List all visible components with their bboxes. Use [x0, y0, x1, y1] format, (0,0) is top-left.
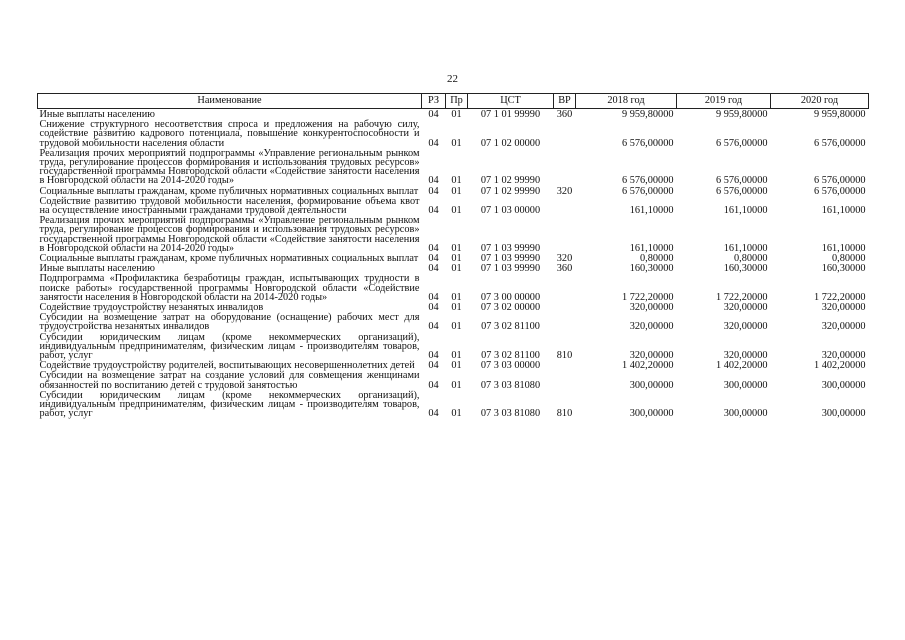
table-row: [38, 197, 869, 216]
header-2019: 2019 год: [677, 94, 771, 109]
row-rz: 04: [428, 302, 439, 314]
row-name: Иные выплаты населению: [39, 109, 156, 120]
row-cst: 07 3 03 81080: [480, 408, 541, 420]
row-amount-2020: 320,00000: [821, 302, 866, 314]
row-vr: [554, 361, 576, 371]
row-amount-2018: 161,10000: [629, 242, 674, 254]
row-cst: 07 3 02 81100: [481, 321, 540, 333]
row-cst: 07 3 03 00000: [480, 360, 541, 372]
row-amount-2019: 9 959,80000: [716, 109, 768, 120]
row-amount-2020: 161,10000: [821, 242, 866, 254]
row-rz: 04: [428, 360, 439, 372]
row-amount-2020: 6 576,00000: [814, 137, 866, 149]
row-cst: 07 3 03 81080: [480, 379, 541, 391]
header-vr: ВР: [554, 94, 576, 109]
row-amount-2018: 9 959,80000: [622, 109, 674, 120]
row-amount-2018: 300,00000: [629, 408, 674, 420]
row-amount-2019: 160,30000: [723, 263, 768, 275]
row-vr: [554, 197, 576, 216]
row-vr: 320: [556, 253, 573, 265]
row-pr: 01: [451, 350, 462, 362]
row-pr: 01: [451, 109, 462, 120]
row-amount-2020: 1 722,20000: [814, 291, 866, 303]
table-header-row: [38, 94, 869, 109]
row-pr: 01: [451, 205, 462, 217]
row-cst: 07 1 03 99990: [480, 253, 541, 265]
row-vr: 810: [556, 350, 573, 362]
row-rz: 04: [428, 379, 439, 391]
row-amount-2018: 160,30000: [629, 263, 674, 275]
row-amount-2019: 320,00000: [723, 302, 768, 314]
row-cst: 07 1 02 99990: [480, 175, 541, 187]
row-cst: 07 3 02 00000: [480, 302, 541, 314]
row-amount-2020: 161,10000: [821, 205, 866, 217]
row-rz: 04: [428, 185, 439, 197]
row-amount-2019: 6 576,00000: [716, 175, 768, 187]
row-amount-2019: 1 722,20000: [716, 291, 768, 303]
row-pr: 01: [451, 242, 462, 254]
row-vr: [554, 313, 576, 332]
row-vr: [554, 216, 576, 254]
header-2020: 2020 год: [771, 94, 869, 109]
budget-table: [37, 93, 869, 420]
row-cst: 07 1 02 00000: [480, 137, 541, 149]
row-vr: 360: [556, 263, 573, 275]
row-amount-2020: 6 576,00000: [814, 185, 866, 197]
row-name: Социальные выплаты гражданам, кроме публичных нормативных социальных выплат: [39, 253, 419, 265]
row-cst: 07 1 03 99990: [480, 242, 541, 254]
row-amount-2019: 1 402,20000: [716, 360, 768, 372]
row-vr: [554, 371, 576, 390]
row-amount-2018: 300,00000: [629, 379, 674, 391]
row-rz: 04: [428, 175, 439, 187]
row-cst: 07 1 03 99990: [480, 263, 541, 275]
table-row: [38, 149, 869, 187]
row-vr: 810: [556, 408, 573, 420]
header-rz: РЗ: [422, 94, 446, 109]
row-rz: 04: [428, 205, 439, 217]
row-name: Содействие развитию трудовой мобильности населения, формирование объема квот на осуществление иностранными гражданами трудовой деятельности: [39, 195, 420, 217]
row-pr: 01: [451, 360, 462, 372]
table-row: [38, 216, 869, 254]
row-rz: 04: [428, 350, 439, 362]
row-amount-2018: 1 402,20000: [622, 360, 674, 372]
row-pr: 01: [451, 175, 462, 187]
row-amount-2020: 320,00000: [821, 321, 866, 333]
page-number: 22: [447, 73, 458, 85]
row-amount-2018: 161,10000: [629, 205, 674, 217]
row-vr: [554, 274, 576, 303]
row-rz: 04: [428, 253, 439, 265]
row-vr: 360: [556, 109, 573, 120]
row-rz: 04: [428, 408, 439, 420]
row-amount-2019: 161,10000: [723, 242, 768, 254]
row-amount-2020: 6 576,00000: [814, 175, 866, 187]
header-cst: ЦСТ: [468, 94, 554, 109]
row-amount-2018: 6 576,00000: [622, 185, 674, 197]
table-row: [38, 371, 869, 390]
row-pr: 01: [451, 253, 462, 265]
row-amount-2019: 161,10000: [723, 205, 768, 217]
row-name: Иные выплаты населению: [39, 263, 156, 275]
row-name: Субсидии юридическим лицам (кроме некоммерческих организаций), индивидуальным предпринимателям, физическим лицам - производителям товаров, работ, услуг: [39, 389, 420, 420]
row-name: Содействие трудоустройству незанятых инвалидов: [39, 302, 264, 314]
table-row: [38, 333, 869, 362]
header-name: Наименование: [38, 94, 422, 109]
row-pr: 01: [451, 321, 462, 333]
row-name: Снижение структурного несоответствия спроса и предложения на рабочую силу, содействие развитию кадрового потенциала, повышение конкурентоспособности и трудовой мобильности населения области: [39, 119, 420, 149]
row-pr: 01: [451, 379, 462, 391]
row-amount-2019: 300,00000: [723, 379, 768, 391]
row-name: Субсидии юридическим лицам (кроме некоммерческих организаций), индивидуальным предпринимателям, физическим лицам - производителям товаров, работ, услуг: [39, 331, 420, 362]
row-amount-2019: 0,80000: [734, 253, 768, 265]
row-name: Субсидии на возмещение затрат на создание условий для совмещения женщинами обязанностей по воспитанию детей с трудовой занятостью: [39, 370, 420, 391]
row-amount-2020: 300,00000: [821, 408, 866, 420]
row-rz: 04: [428, 291, 439, 303]
row-amount-2018: 6 576,00000: [622, 175, 674, 187]
row-name: Реализация прочих мероприятий подпрограммы «Управление региональным рынком труда, регулирование процессов формирования и использования трудовых ресурсов» государственной программы Новгородской области «Содействие занятости населения в Новгородской области на 2014-2020 годы»: [39, 215, 420, 254]
row-amount-2018: 320,00000: [629, 321, 674, 333]
row-cst: 07 1 03 00000: [480, 205, 541, 217]
row-amount-2019: 320,00000: [723, 350, 768, 362]
row-rz: 04: [428, 137, 439, 149]
row-name: Реализация прочих мероприятий подпрограммы «Управление региональным рынком труда, регулирование процессов формирования и использования трудовых ресурсов» государственной программы Новгородской области «Содействие занятости населения в Новгородской области на 2014-2020 годы»: [39, 147, 420, 187]
row-rz: 04: [428, 242, 439, 254]
table-row: [38, 274, 869, 303]
row-amount-2020: 9 959,80000: [814, 109, 866, 120]
row-amount-2019: 300,00000: [723, 408, 768, 420]
row-amount-2018: 1 722,20000: [622, 291, 674, 303]
row-amount-2019: 6 576,00000: [716, 185, 768, 197]
row-name: Содействие трудоустройству родителей, воспитывающих несовершеннолетних детей: [39, 360, 415, 372]
row-amount-2019: 320,00000: [723, 321, 768, 333]
row-cst: 07 1 01 99990: [480, 109, 541, 120]
row-name: Подпрограмма «Профилактика безработицы граждан, испытывающих трудности в поиске работы» государственной программы Новгородской области «Содействие занятости населения в Новгородской области на 2014-2020 годы»: [39, 273, 420, 303]
row-amount-2018: 0,80000: [640, 253, 674, 265]
row-amount-2020: 1 402,20000: [814, 360, 866, 372]
row-vr: [554, 120, 576, 149]
row-amount-2020: 320,00000: [821, 350, 866, 362]
row-name: Субсидии на возмещение затрат на оборудование (оснащение) рабочих мест для трудоустройства незанятых инвалидов: [39, 312, 420, 333]
row-rz: 04: [428, 263, 439, 275]
row-amount-2018: 6 576,00000: [622, 137, 674, 149]
row-amount-2020: 160,30000: [821, 263, 866, 275]
row-pr: 01: [451, 302, 462, 314]
row-amount-2018: 320,00000: [629, 350, 674, 362]
row-amount-2020: 0,80000: [832, 253, 866, 265]
row-amount-2020: 300,00000: [821, 379, 866, 391]
table-row: [38, 120, 869, 149]
row-cst: 07 3 02 81100: [481, 350, 540, 362]
row-vr: [554, 149, 576, 187]
header-pr: Пр: [446, 94, 468, 109]
row-amount-2019: 6 576,00000: [716, 137, 768, 149]
row-rz: 04: [428, 321, 439, 333]
header-2018: 2018 год: [576, 94, 677, 109]
row-pr: 01: [451, 408, 462, 420]
table-row: [38, 391, 869, 420]
row-pr: 01: [451, 185, 462, 197]
row-amount-2018: 320,00000: [629, 302, 674, 314]
row-pr: 01: [451, 291, 462, 303]
row-pr: 01: [451, 263, 462, 275]
table-row: [38, 313, 869, 332]
row-name: Социальные выплаты гражданам, кроме публичных нормативных социальных выплат: [39, 185, 419, 197]
row-cst: 07 1 02 99990: [480, 185, 541, 197]
row-rz: 04: [428, 109, 439, 120]
row-pr: 01: [451, 137, 462, 149]
row-cst: 07 3 00 00000: [480, 291, 541, 303]
row-vr: [554, 303, 576, 313]
row-vr: 320: [556, 185, 573, 197]
